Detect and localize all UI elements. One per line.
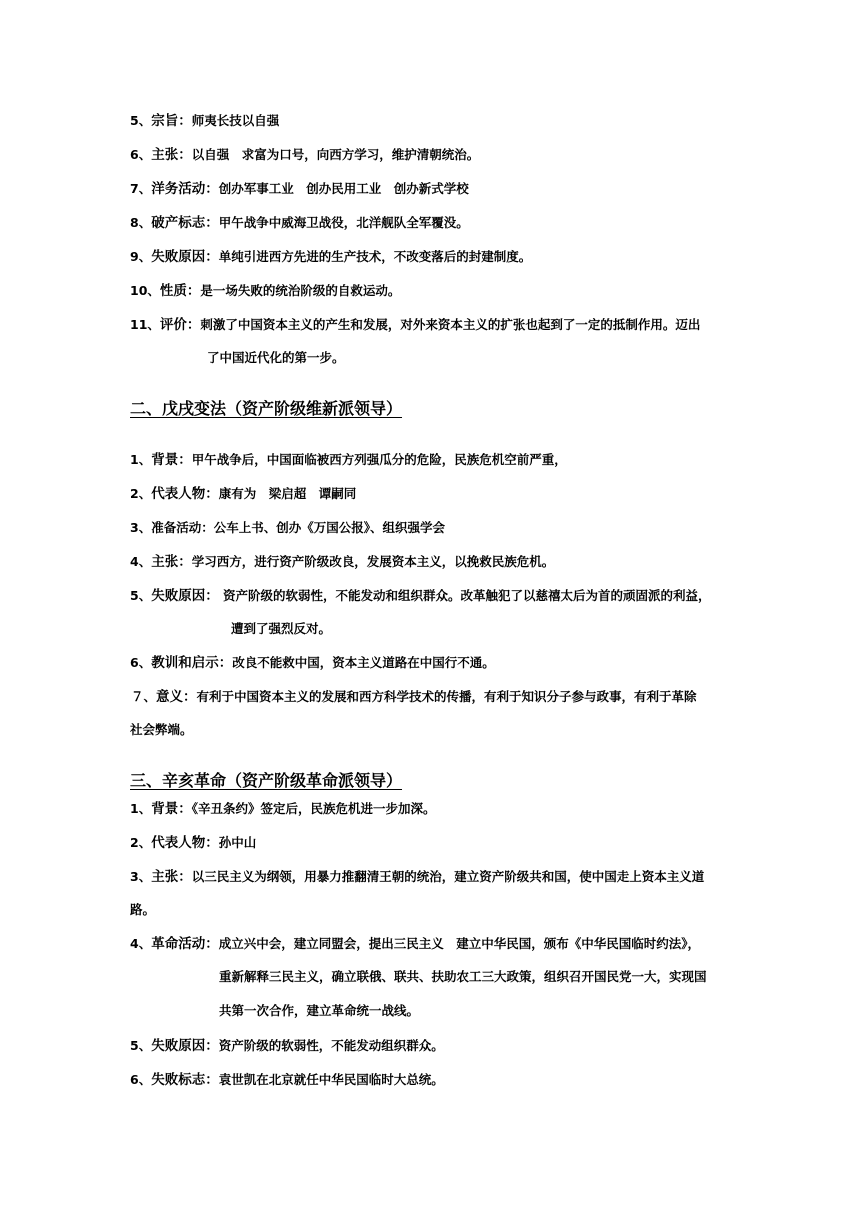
item-failure-cause: 5、失败原因： 资产阶级的软弱性，不能发动和组织群众。改革触犯了以慈禧太后为首的顽固派的利益， — [130, 588, 711, 604]
item-lessons: 6、教训和启示：改良不能救中国，资本主义道路在中国行不通。 — [130, 655, 495, 671]
item-activities: 7、洋务活动：创办军事工业 创办民用工业 创办新式学校 — [130, 181, 469, 197]
item-nature: 10、性质：是一场失败的统治阶级的自救运动。 — [130, 283, 401, 299]
item-evaluation: 11、评价：刺激了中国资本主义的产生和发展，对外来资本主义的扩张也起到了一定的抵制作用。迈出 — [130, 317, 701, 333]
item-proposal: 6、主张：以自强 求富为口号，向西方学习，维护清朝统治。 — [130, 147, 480, 163]
item-significance-continued: 社会弊端。 — [130, 722, 193, 737]
item-failure-cause-continued: 遭到了强烈反对。 — [231, 621, 332, 636]
item-preparation: 3、准备活动：公车上书、创办《万国公报》、组织强学会 — [130, 520, 445, 535]
item-failure-sign: 6、失败标志：袁世凯在北京就任中华民国临时大总统。 — [130, 1072, 444, 1088]
section-heading-revolution: 三、辛亥革命（资产阶级革命派领导） — [130, 771, 403, 790]
item-background: 1、背景：《辛丑条约》签定后，民族危机进一步加深。 — [130, 801, 436, 817]
item-revolutionary-activities-continued: 重新解释三民主义，确立联俄、联共、扶助农工三大政策，组织召开国民党一大，实现国 — [219, 969, 707, 984]
item-revolutionary-activities-continued-2: 共第一次合作，建立革命统一战线。 — [219, 1003, 420, 1018]
item-purpose: 5、宗旨：师夷长技以自强 — [130, 113, 280, 129]
item-representatives: 2、代表人物：孙中山 — [130, 835, 257, 851]
item-revolutionary-activities: 4、革命活动：成立兴中会，建立同盟会，提出三民主义 建立中华民国，颁布《中华民国临时约法》， — [130, 936, 700, 952]
item-proposal-continued: 路。 — [130, 902, 156, 917]
item-background: 1、背景：甲午战争后，中国面临被西方列强瓜分的危险，民族危机空前严重， — [130, 452, 567, 468]
item-representatives: 2、代表人物：康有为 梁启超 谭嗣同 — [130, 486, 357, 502]
item-proposal: 3、主张：以三民主义为纲领，用暴力推翻清王朝的统治，建立资产阶级共和国，使中国走上资本主义道 — [130, 869, 705, 885]
section-heading-reform: 二、戊戌变法（资产阶级维新派领导） — [130, 399, 403, 418]
item-failure-cause: 9、失败原因：单纯引进西方先进的生产技术，不改变落后的封建制度。 — [130, 249, 532, 265]
item-failure-cause: 5、失败原因：资产阶级的软弱性，不能发动组织群众。 — [130, 1038, 444, 1054]
item-significance: ７、意义：有利于中国资本主义的发展和西方科学技术的传播，有利于知识分子参与政事，有利于革除 — [131, 689, 697, 705]
item-evaluation-continued: 了中国近代化的第一步。 — [207, 350, 345, 365]
item-bankruptcy-sign: 8、破产标志：甲午战争中威海卫战役，北洋舰队全军覆没。 — [130, 215, 469, 231]
item-proposal: 4、主张：学习西方，进行资产阶级改良，发展资本主义，以挽救民族危机。 — [130, 554, 555, 570]
